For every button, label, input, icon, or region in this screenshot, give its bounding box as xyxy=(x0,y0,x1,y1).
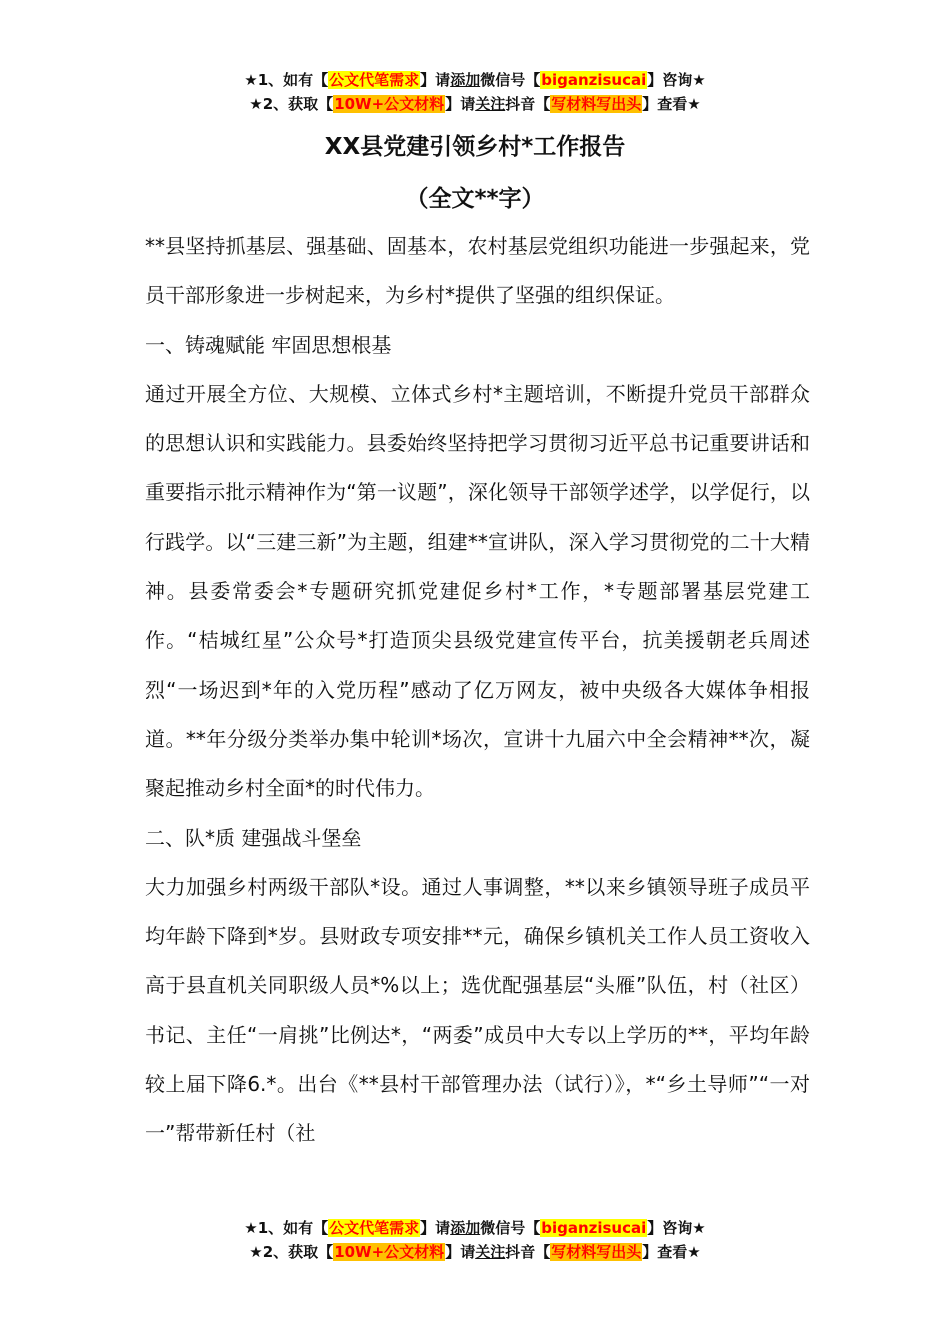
banner-text: 】咨询★ xyxy=(647,1219,706,1237)
section-paragraph-2: 大力加强乡村两级干部队*设。通过人事调整，**以来乡镇领导班子成员平均年龄下降到*岁。县财政专项安排**元，确保乡镇机关工作人员工资收入高于县直机关同职级人员*%以上；选优配强基层“头雁”队伍，村（社区）书记、主任“一肩挑”比例达*，“两委”成员中大专以上学历的**，平均年龄较上届下降6.*。出台《**县村干部管理办法（试行）》，*“乡土导师”“一对一”帮带新任村（社 xyxy=(145,874,810,1146)
highlight-wechat-id: biganzisucai xyxy=(541,71,647,89)
banner-text: ★2、获取【 xyxy=(249,1243,334,1261)
banner-text: 】咨询★ xyxy=(647,71,706,89)
underlined-text: 关注 xyxy=(475,95,506,113)
underlined-text: 添加 xyxy=(450,1219,481,1237)
banner-text: 】请 xyxy=(445,1243,476,1261)
underlined-text: 添加 xyxy=(450,71,481,89)
banner-line-1 xyxy=(0,68,950,92)
banner-text: 】查看★ xyxy=(642,95,701,113)
banner-text: ★1、如有【 xyxy=(244,1219,329,1237)
section-paragraph-1: 通过开展全方位、大规模、立体式乡村*主题培训，不断提升党员干部群众的思想认识和实践能力。县委始终坚持把学习贯彻习近平总书记重要讲话和重要指示批示精神作为“第一议题”，深化领导干部领学述学，以学促行，以行践学。以“三建三新”为主题，组建**宣讲队，深入学习贯彻党的二十大精神。县委常委会*专题研究抓党建促乡村*工作，*专题部署基层党建工作。“桔城红星”公众号*打造顶尖县级党建宣传平台，抗美援朝老兵周述烈“一场迟到*年的入党历程”感动了亿万网友，被中央级各大媒体争相报道。**年分级分类举办集中轮训*场次，宣讲十九届六中全会精神**次，凝聚起推动乡村全面*的时代伟力。 xyxy=(145,381,810,801)
bottom-banner xyxy=(0,1216,950,1264)
banner-text: 】查看★ xyxy=(642,1243,701,1261)
underlined-text: 关注 xyxy=(475,1243,506,1261)
section-heading-2: 二、队*质 建强战斗堡垒 xyxy=(145,825,362,850)
banner-line-2 xyxy=(0,1240,950,1264)
banner-text: 】请 xyxy=(420,71,451,89)
top-banner xyxy=(0,68,950,116)
document-body xyxy=(145,222,810,1159)
highlight-materials: 10W+公文材料 xyxy=(334,95,445,113)
banner-line-2 xyxy=(0,92,950,116)
banner-text: ★2、获取【 xyxy=(249,95,334,113)
highlight-materials: 10W+公文材料 xyxy=(334,1243,445,1261)
highlight-douyin-account: 写材料写出头 xyxy=(551,95,642,113)
highlight-writing-service: 公文代笔需求 xyxy=(329,1219,420,1237)
document-title: XX县党建引领乡村*工作报告 xyxy=(324,134,626,160)
document-subtitle: （全文**字） xyxy=(405,186,545,212)
highlight-writing-service: 公文代笔需求 xyxy=(329,71,420,89)
banner-text: 】请 xyxy=(445,95,476,113)
banner-text: ★1、如有【 xyxy=(244,71,329,89)
banner-text: 抖音【 xyxy=(505,95,551,113)
highlight-wechat-id: biganzisucai xyxy=(541,1219,647,1237)
section-heading-1: 一、铸魂赋能 牢固思想根基 xyxy=(145,332,392,357)
banner-text: 微信号【 xyxy=(480,1219,541,1237)
highlight-douyin-account: 写材料写出头 xyxy=(551,1243,642,1261)
banner-text: 抖音【 xyxy=(505,1243,551,1261)
banner-line-1 xyxy=(0,1216,950,1240)
banner-text: 】请 xyxy=(420,1219,451,1237)
intro-paragraph: **县坚持抓基层、强基础、固基本，农村基层党组织功能进一步强起来，党员干部形象进一步树起来，为乡村*提供了坚强的组织保证。 xyxy=(145,234,810,308)
banner-text: 微信号【 xyxy=(480,71,541,89)
